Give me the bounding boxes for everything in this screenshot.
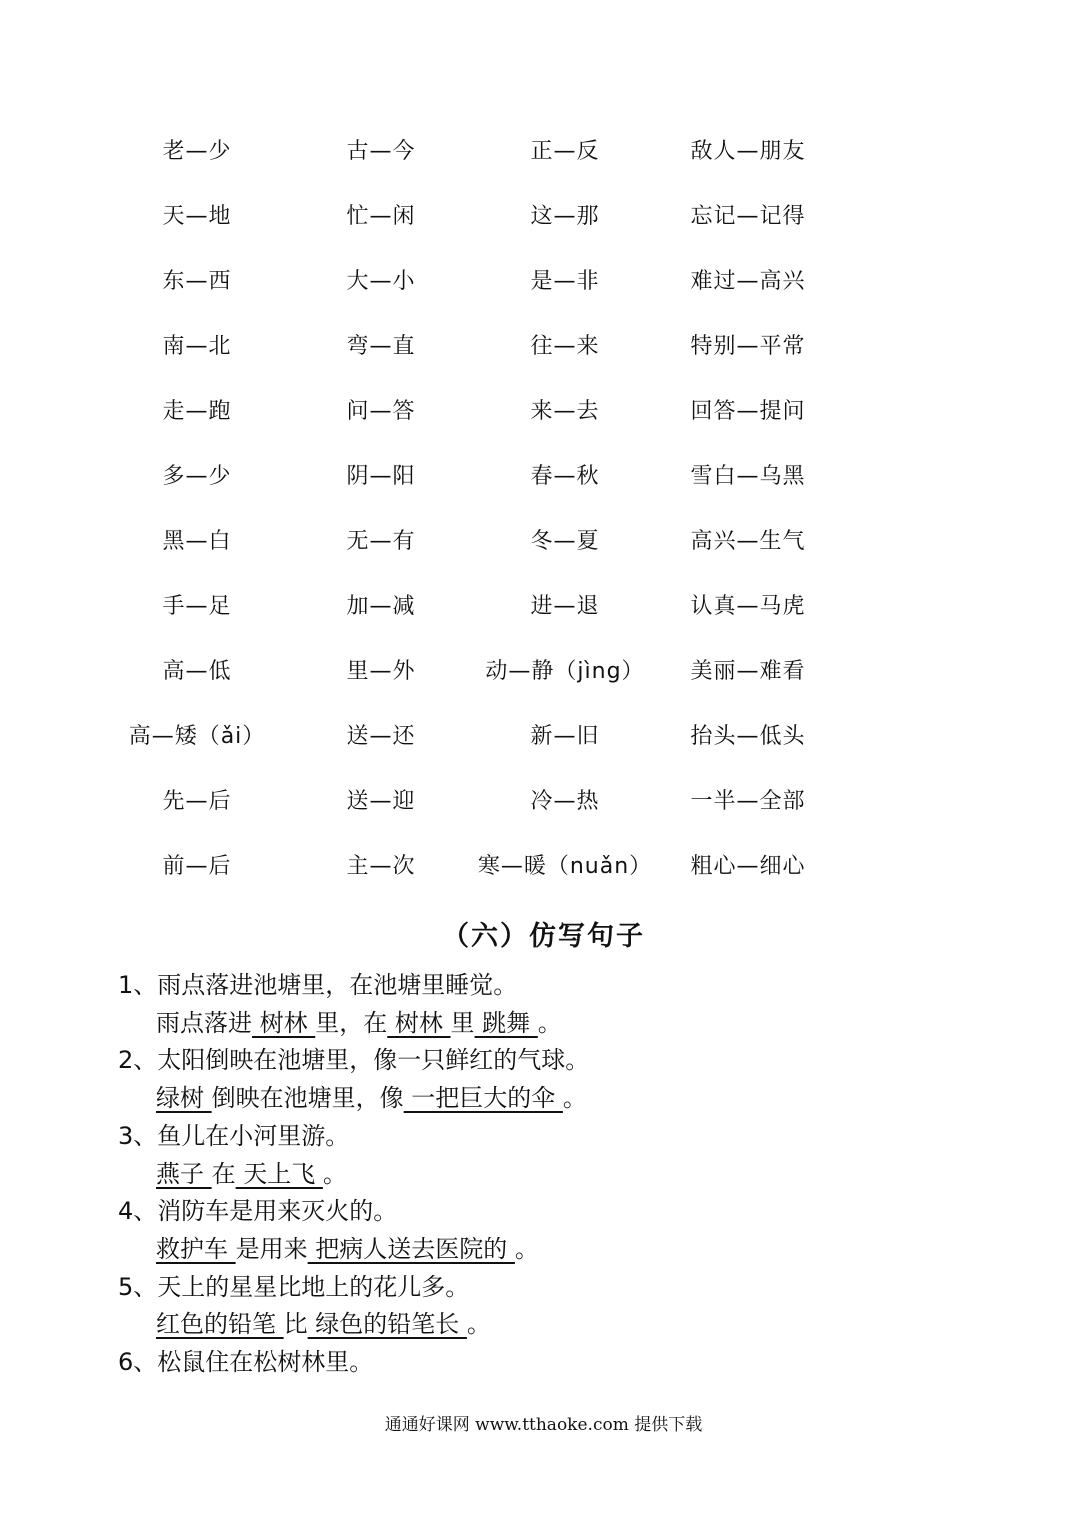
- antonym-pair: 抬头—低头: [690, 724, 806, 749]
- answer-text: 。: [514, 1234, 539, 1263]
- antonym-pair: 动—静（jìng）: [485, 659, 645, 684]
- antonym-pair: 老—少: [162, 139, 232, 164]
- exercise-prompt: 3、鱼儿在小河里游。: [118, 1121, 350, 1150]
- antonym-pair: 送—迎: [346, 789, 416, 814]
- exercise-answer: [156, 1083, 587, 1113]
- answer-blank: 一把巨大的伞: [403, 1084, 563, 1113]
- antonym-pair: 主—次: [346, 854, 416, 879]
- answer-blank: 树林: [252, 1008, 316, 1037]
- exercise-answer: [156, 1234, 539, 1264]
- antonym-pair: 新—旧: [530, 724, 600, 749]
- answer-blank: 天上飞: [235, 1159, 323, 1188]
- answer-text: 在: [211, 1159, 236, 1188]
- answer-text: 是用来: [235, 1234, 308, 1263]
- answer-text: 比: [283, 1310, 308, 1339]
- antonym-pair: 认真—马虎: [690, 594, 806, 619]
- answer-blank: 把病人送去医院的: [307, 1234, 515, 1263]
- antonym-pair: 里—外: [346, 659, 416, 684]
- antonym-pair: 高—低: [162, 659, 232, 684]
- exercise-answer: [156, 1008, 562, 1038]
- antonym-pair: 天—地: [162, 204, 232, 229]
- antonym-pair: 阴—阳: [346, 464, 416, 489]
- answer-text: 。: [537, 1008, 562, 1037]
- antonym-pair: 无—有: [346, 529, 416, 554]
- antonym-pair: 粗心—细心: [690, 854, 806, 879]
- answer-text: 。: [562, 1084, 587, 1113]
- antonym-pair: 进—退: [530, 594, 600, 619]
- exercise-prompt: 1、雨点落进池塘里，在池塘里睡觉。: [118, 971, 518, 999]
- antonym-pair: 难过—高兴: [690, 269, 806, 294]
- antonym-pair: 冬—夏: [530, 529, 600, 554]
- antonym-pair: 特别—平常: [690, 334, 806, 359]
- antonym-pair: 一半—全部: [690, 789, 806, 814]
- answer-blank: 绿色的铅笔长: [307, 1310, 467, 1339]
- answer-blank: 救护车: [156, 1234, 236, 1263]
- exercise-prompt: 4、消防车是用来灭火的。: [118, 1197, 398, 1226]
- answer-text: 。: [322, 1159, 347, 1188]
- antonym-pair: 多—少: [162, 464, 232, 489]
- antonym-pair: 南—北: [162, 334, 232, 359]
- antonym-pair: 是—非: [530, 269, 600, 294]
- antonym-pair: 这—那: [530, 204, 600, 229]
- answer-blank: 跳舞: [474, 1008, 538, 1037]
- antonym-pair: 前—后: [162, 854, 232, 879]
- antonym-pair: 东—西: [162, 269, 232, 294]
- exercise-answer: [156, 1159, 347, 1189]
- answer-blank: 绿树: [156, 1084, 212, 1113]
- antonym-pair: 加—减: [346, 594, 416, 619]
- antonym-pair: 雪白—乌黑: [690, 464, 806, 489]
- exercise-prompt: 6、松鼠住在松树林里。: [118, 1348, 374, 1376]
- antonym-pair: 忘记—记得: [690, 204, 806, 229]
- answer-blank: 树林: [387, 1008, 451, 1037]
- antonym-pair: 高—矮（ǎi）: [128, 724, 266, 749]
- antonym-pair: 高兴—生气: [690, 529, 806, 554]
- section-title: （六）仿写句子: [442, 921, 645, 952]
- exercise-prompt: 5、天上的星星比地上的花儿多。: [118, 1272, 470, 1301]
- antonym-pair: 忙—闲: [346, 204, 416, 229]
- answer-text: 里，在: [315, 1008, 388, 1037]
- antonym-pair: 正—反: [530, 139, 600, 164]
- answer-text: 倒映在池塘里，像: [211, 1084, 404, 1113]
- footer-text: 通通好课网 www.tthaoke.com 提供下载: [384, 1415, 703, 1435]
- antonym-pair: 来—去: [530, 399, 600, 424]
- answer-blank: 燕子: [156, 1159, 212, 1188]
- antonym-pair: 往—来: [530, 334, 600, 359]
- exercise-answer: [156, 1309, 491, 1339]
- antonym-pair: 寒—暖（nuǎn）: [477, 854, 653, 879]
- answer-text: 里: [450, 1008, 475, 1037]
- antonym-pair: 手—足: [162, 594, 232, 619]
- antonym-pair: 大—小: [346, 269, 416, 294]
- antonym-pair: 弯—直: [346, 334, 416, 359]
- antonym-pair: 古—今: [346, 139, 416, 164]
- antonym-pair: 先—后: [162, 789, 232, 814]
- answer-blank: 红色的铅笔: [156, 1310, 284, 1339]
- answer-text: 雨点落进: [156, 1008, 252, 1037]
- antonym-pair: 美丽—难看: [690, 659, 806, 684]
- antonym-pair: 敌人—朋友: [690, 139, 806, 164]
- antonym-pair: 回答—提问: [690, 399, 806, 424]
- antonym-pair: 黑—白: [162, 529, 232, 554]
- answer-text: 。: [466, 1310, 491, 1339]
- antonym-pair: 冷—热: [530, 789, 600, 814]
- antonym-pair: 走—跑: [162, 399, 232, 424]
- exercise-prompt: 2、太阳倒映在池塘里，像一只鲜红的气球。: [118, 1046, 590, 1075]
- antonym-pair: 送—还: [346, 724, 416, 749]
- antonym-pair: 问—答: [346, 399, 416, 424]
- antonym-pair: 春—秋: [530, 464, 600, 489]
